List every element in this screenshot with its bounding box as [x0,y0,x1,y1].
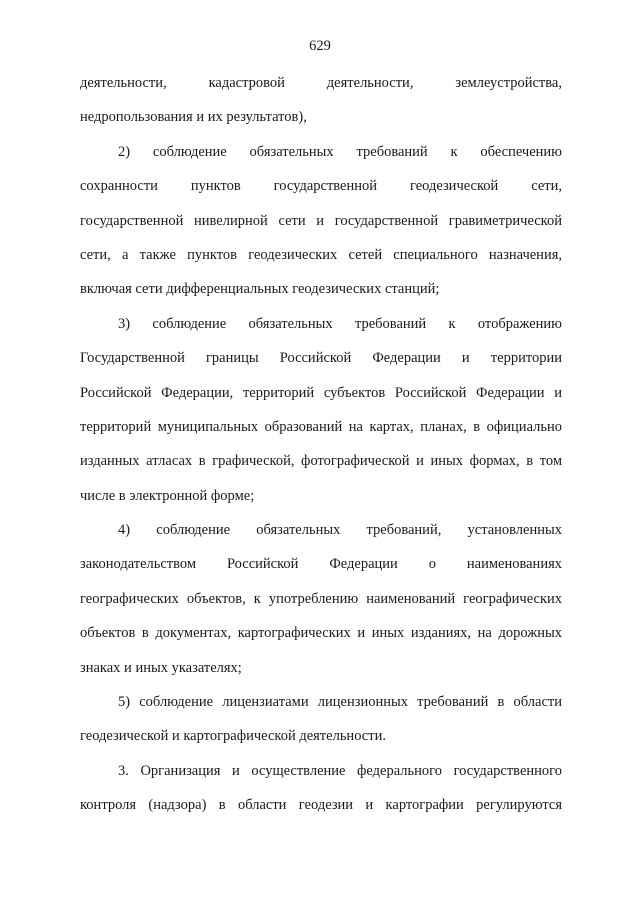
text-line: 3. Организация и осуществление федерального государственного [118,762,562,779]
text-line: 2) соблюдение обязательных требований к обеспечению [118,143,562,160]
text-line: территорий муниципальных образований на картах, планах, в официально [80,418,562,435]
text-line: контроля (надзора) в области геодезии и картографии регулируются [80,797,562,814]
text-line: геодезической и картографической деятельности. [80,728,386,745]
text-line: государственной нивелирной сети и государственной гравиметрической [80,212,562,229]
text-line: географических объектов, к употреблению наименований географических [80,590,562,607]
text-line: законодательством Российской Федерации о наименованиях [80,556,562,573]
text-line: сохранности пунктов государственной геодезической сети, [80,178,562,195]
page-number: 629 [309,38,331,54]
text-line: сети, а также пунктов геодезических сетей специального назначения, [80,246,562,263]
text-line: Государственной границы Российской Федерации и территории [80,350,562,367]
text-line: изданных атласах в графической, фотографической и иных формах, в том [80,453,562,470]
text-line: включая сети дифференциальных геодезических станций; [80,281,440,298]
document-body [80,66,562,823]
text-line: 5) соблюдение лицензиатами лицензионных требований в области [118,694,562,711]
text-line: деятельности, кадастровой деятельности, землеустройства, [80,75,562,91]
text-line: 3) соблюдение обязательных требований к отображению [118,315,562,332]
text-line: 4) соблюдение обязательных требований, установленных [118,522,562,539]
text-line: недропользования и их результатов), [80,109,307,126]
text-line: Российской Федерации, территорий субъектов Российской Федерации и [80,384,562,401]
text-line: числе в электронной форме; [80,487,255,504]
text-line: знаках и иных указателях; [80,659,242,676]
text-line: объектов в документах, картографических и иных изданиях, на дорожных [80,625,562,642]
